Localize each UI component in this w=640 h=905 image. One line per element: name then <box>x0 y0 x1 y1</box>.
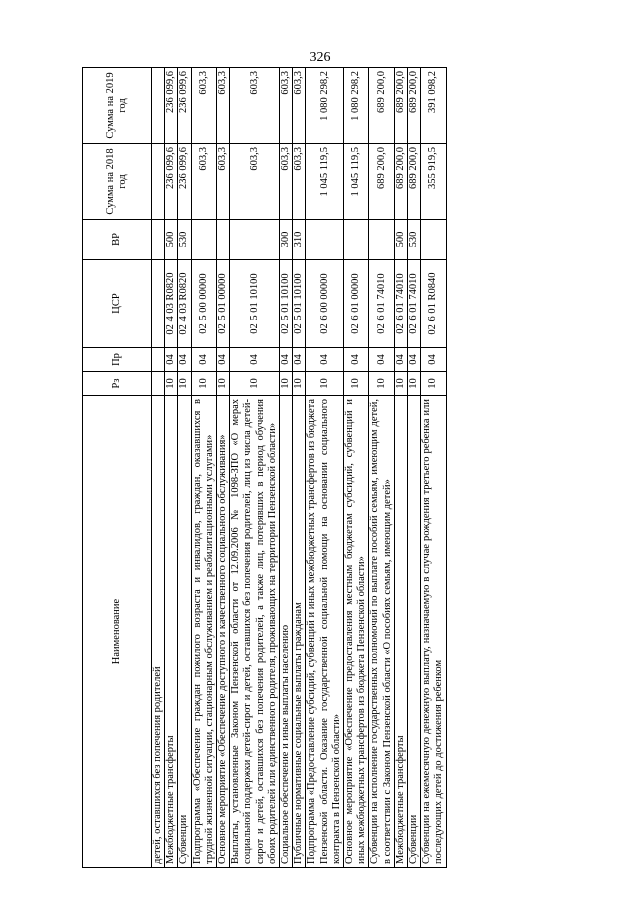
cell-rz: 10 <box>306 372 344 396</box>
rotated-table-container <box>82 68 568 868</box>
cell-vr <box>306 220 344 260</box>
cell-csr: 02 6 01 74010 <box>408 260 421 348</box>
page-number: 326 <box>309 50 331 65</box>
cell-vr <box>230 220 280 260</box>
cell-csr: 02 5 01 00000 <box>217 260 230 348</box>
header-sum-2019: Сумма на 2019 год <box>83 68 152 144</box>
table-row <box>344 68 369 868</box>
cell-rz: 10 <box>280 372 293 396</box>
cell-name: Межбюджетные трансферты <box>165 396 178 868</box>
cell-sum-2018: 603,3 <box>280 144 293 220</box>
budget-table <box>82 67 447 868</box>
cell-csr <box>152 260 165 348</box>
cell-csr: 02 5 01 10100 <box>230 260 280 348</box>
cell-rz <box>152 372 165 396</box>
cell-sum-2018: 689 200,0 <box>394 144 407 220</box>
table-row <box>421 68 446 868</box>
cell-pr: 04 <box>217 348 230 372</box>
header-row <box>83 68 152 868</box>
cell-sum-2018: 603,3 <box>293 144 306 220</box>
header-sum-2018: Сумма на 2018 год <box>83 144 152 220</box>
cell-name: Выплаты, установленные Законом Пензенской области от 12.09.2006 № 1098-ЗПО «О мерах социальной поддержки детей-сирот и детей, оставшихся без попечения родителей, лиц из числа детей-сирот и детей, оставшихся без попечения родителей, а также лиц, потерявших в период обучения обоих родителей или единственного родителя, проживающих на территории Пензенской области» <box>230 396 280 868</box>
cell-name: Субвенции <box>178 396 191 868</box>
table-row <box>217 68 230 868</box>
cell-rz: 10 <box>293 372 306 396</box>
cell-rz: 10 <box>217 372 230 396</box>
cell-vr: 530 <box>408 220 421 260</box>
cell-name: детей, оставшихся без попечения родителей <box>152 396 165 868</box>
cell-name: Подпрограмма «Обеспечение граждан пожилого возраста и инвалидов, граждан, оказавшихся в трудной жизненной ситуации, стационарным обслуживанием и реабилитационными услугами» <box>191 396 216 868</box>
cell-vr: 500 <box>165 220 178 260</box>
cell-sum-2019: 603,3 <box>293 68 306 144</box>
cell-vr <box>421 220 446 260</box>
header-rz: Рз <box>83 372 152 396</box>
table-row <box>152 68 165 868</box>
cell-sum-2019: 236 099,6 <box>165 68 178 144</box>
cell-sum-2019: 1 080 298,2 <box>306 68 344 144</box>
cell-sum-2018: 603,3 <box>191 144 216 220</box>
cell-csr: 02 6 01 R0840 <box>421 260 446 348</box>
cell-rz: 10 <box>165 372 178 396</box>
table-row <box>369 68 394 868</box>
cell-sum-2019: 689 200,0 <box>369 68 394 144</box>
cell-name: Публичные нормативные социальные выплаты гражданам <box>293 396 306 868</box>
cell-pr <box>152 348 165 372</box>
cell-pr: 04 <box>178 348 191 372</box>
cell-name: Субвенции <box>408 396 421 868</box>
cell-name: Основное мероприятие «Обеспечение доступного и качественного социального обслуживания» <box>217 396 230 868</box>
table-row <box>280 68 293 868</box>
cell-vr <box>344 220 369 260</box>
cell-csr: 02 6 01 74010 <box>394 260 407 348</box>
cell-pr: 04 <box>191 348 216 372</box>
cell-rz: 10 <box>230 372 280 396</box>
header-name: Наименование <box>83 396 152 868</box>
table-row <box>394 68 407 868</box>
cell-rz: 10 <box>421 372 446 396</box>
cell-sum-2018: 236 099,6 <box>165 144 178 220</box>
cell-name: Основное мероприятие «Обеспечение предоставления местным бюджетам субсидий, субвенций и иных межбюджетных трансфертов из бюджета Пензенской области» <box>344 396 369 868</box>
cell-sum-2019: 603,3 <box>280 68 293 144</box>
cell-pr: 04 <box>369 348 394 372</box>
cell-vr <box>217 220 230 260</box>
cell-sum-2018: 355 919,5 <box>421 144 446 220</box>
cell-rz: 10 <box>369 372 394 396</box>
cell-rz: 10 <box>344 372 369 396</box>
cell-pr: 04 <box>344 348 369 372</box>
cell-name: Межбюджетные трансферты <box>394 396 407 868</box>
cell-vr <box>152 220 165 260</box>
cell-pr: 04 <box>306 348 344 372</box>
cell-vr: 310 <box>293 220 306 260</box>
cell-rz: 10 <box>394 372 407 396</box>
cell-rz: 10 <box>191 372 216 396</box>
cell-sum-2018: 689 200,0 <box>369 144 394 220</box>
cell-pr: 04 <box>230 348 280 372</box>
table-row <box>293 68 306 868</box>
table-row <box>408 68 421 868</box>
cell-rz: 10 <box>408 372 421 396</box>
cell-vr: 500 <box>394 220 407 260</box>
cell-sum-2018: 689 200,0 <box>408 144 421 220</box>
cell-vr <box>369 220 394 260</box>
cell-pr: 04 <box>293 348 306 372</box>
cell-sum-2018: 236 099,6 <box>178 144 191 220</box>
cell-sum-2018: 603,3 <box>217 144 230 220</box>
cell-vr: 530 <box>178 220 191 260</box>
table-row <box>230 68 280 868</box>
cell-sum-2019: 391 098,2 <box>421 68 446 144</box>
header-pr: Пр <box>83 348 152 372</box>
cell-pr: 04 <box>165 348 178 372</box>
cell-csr: 02 6 01 00000 <box>344 260 369 348</box>
cell-csr: 02 6 00 00000 <box>306 260 344 348</box>
cell-vr <box>191 220 216 260</box>
cell-sum-2019: 1 080 298,2 <box>344 68 369 144</box>
cell-pr: 04 <box>408 348 421 372</box>
cell-csr: 02 5 01 10100 <box>293 260 306 348</box>
header-vr: ВР <box>83 220 152 260</box>
cell-sum-2018: 1 045 119,5 <box>344 144 369 220</box>
cell-name: Социальное обеспечение и иные выплаты населению <box>280 396 293 868</box>
table-row <box>165 68 178 868</box>
cell-sum-2019: 689 200,0 <box>394 68 407 144</box>
cell-name: Подпрограмма «Предоставление субсидий, субвенций и иных межбюджетных трансфертов из бюджета Пензенской области. Оказание государственной социальной помощи на основании социального контракта в Пензенской области» <box>306 396 344 868</box>
cell-csr: 02 6 01 74010 <box>369 260 394 348</box>
cell-pr: 04 <box>280 348 293 372</box>
cell-sum-2019: 603,3 <box>230 68 280 144</box>
cell-sum-2019: 603,3 <box>217 68 230 144</box>
cell-sum-2019: 689 200,0 <box>408 68 421 144</box>
table-row <box>191 68 216 868</box>
cell-name: Субвенции на ежемесячную денежную выплату, назначаемую в случае рождения третьего ребенка или последующих детей до достижения ребенком <box>421 396 446 868</box>
table-row <box>306 68 344 868</box>
cell-csr: 02 4 03 R0820 <box>178 260 191 348</box>
cell-pr: 04 <box>421 348 446 372</box>
cell-csr: 02 5 00 00000 <box>191 260 216 348</box>
table-wrapper <box>82 68 568 868</box>
table-row <box>178 68 191 868</box>
cell-vr: 300 <box>280 220 293 260</box>
cell-sum-2018: 603,3 <box>230 144 280 220</box>
cell-csr: 02 4 03 R0820 <box>165 260 178 348</box>
cell-rz: 10 <box>178 372 191 396</box>
header-csr: ЦСР <box>83 260 152 348</box>
cell-sum-2019: 236 099,6 <box>178 68 191 144</box>
cell-name: Субвенции на исполнение государственных полномочий по выплате пособий семьям, имеющим детей, в соответствии с Законом Пензенской области «О пособиях семьям, имеющим детей» <box>369 396 394 868</box>
cell-pr: 04 <box>394 348 407 372</box>
cell-sum-2019: 603,3 <box>191 68 216 144</box>
cell-csr: 02 5 01 10100 <box>280 260 293 348</box>
cell-sum-2018: 1 045 119,5 <box>306 144 344 220</box>
cell-sum-2018 <box>152 144 165 220</box>
cell-sum-2019 <box>152 68 165 144</box>
